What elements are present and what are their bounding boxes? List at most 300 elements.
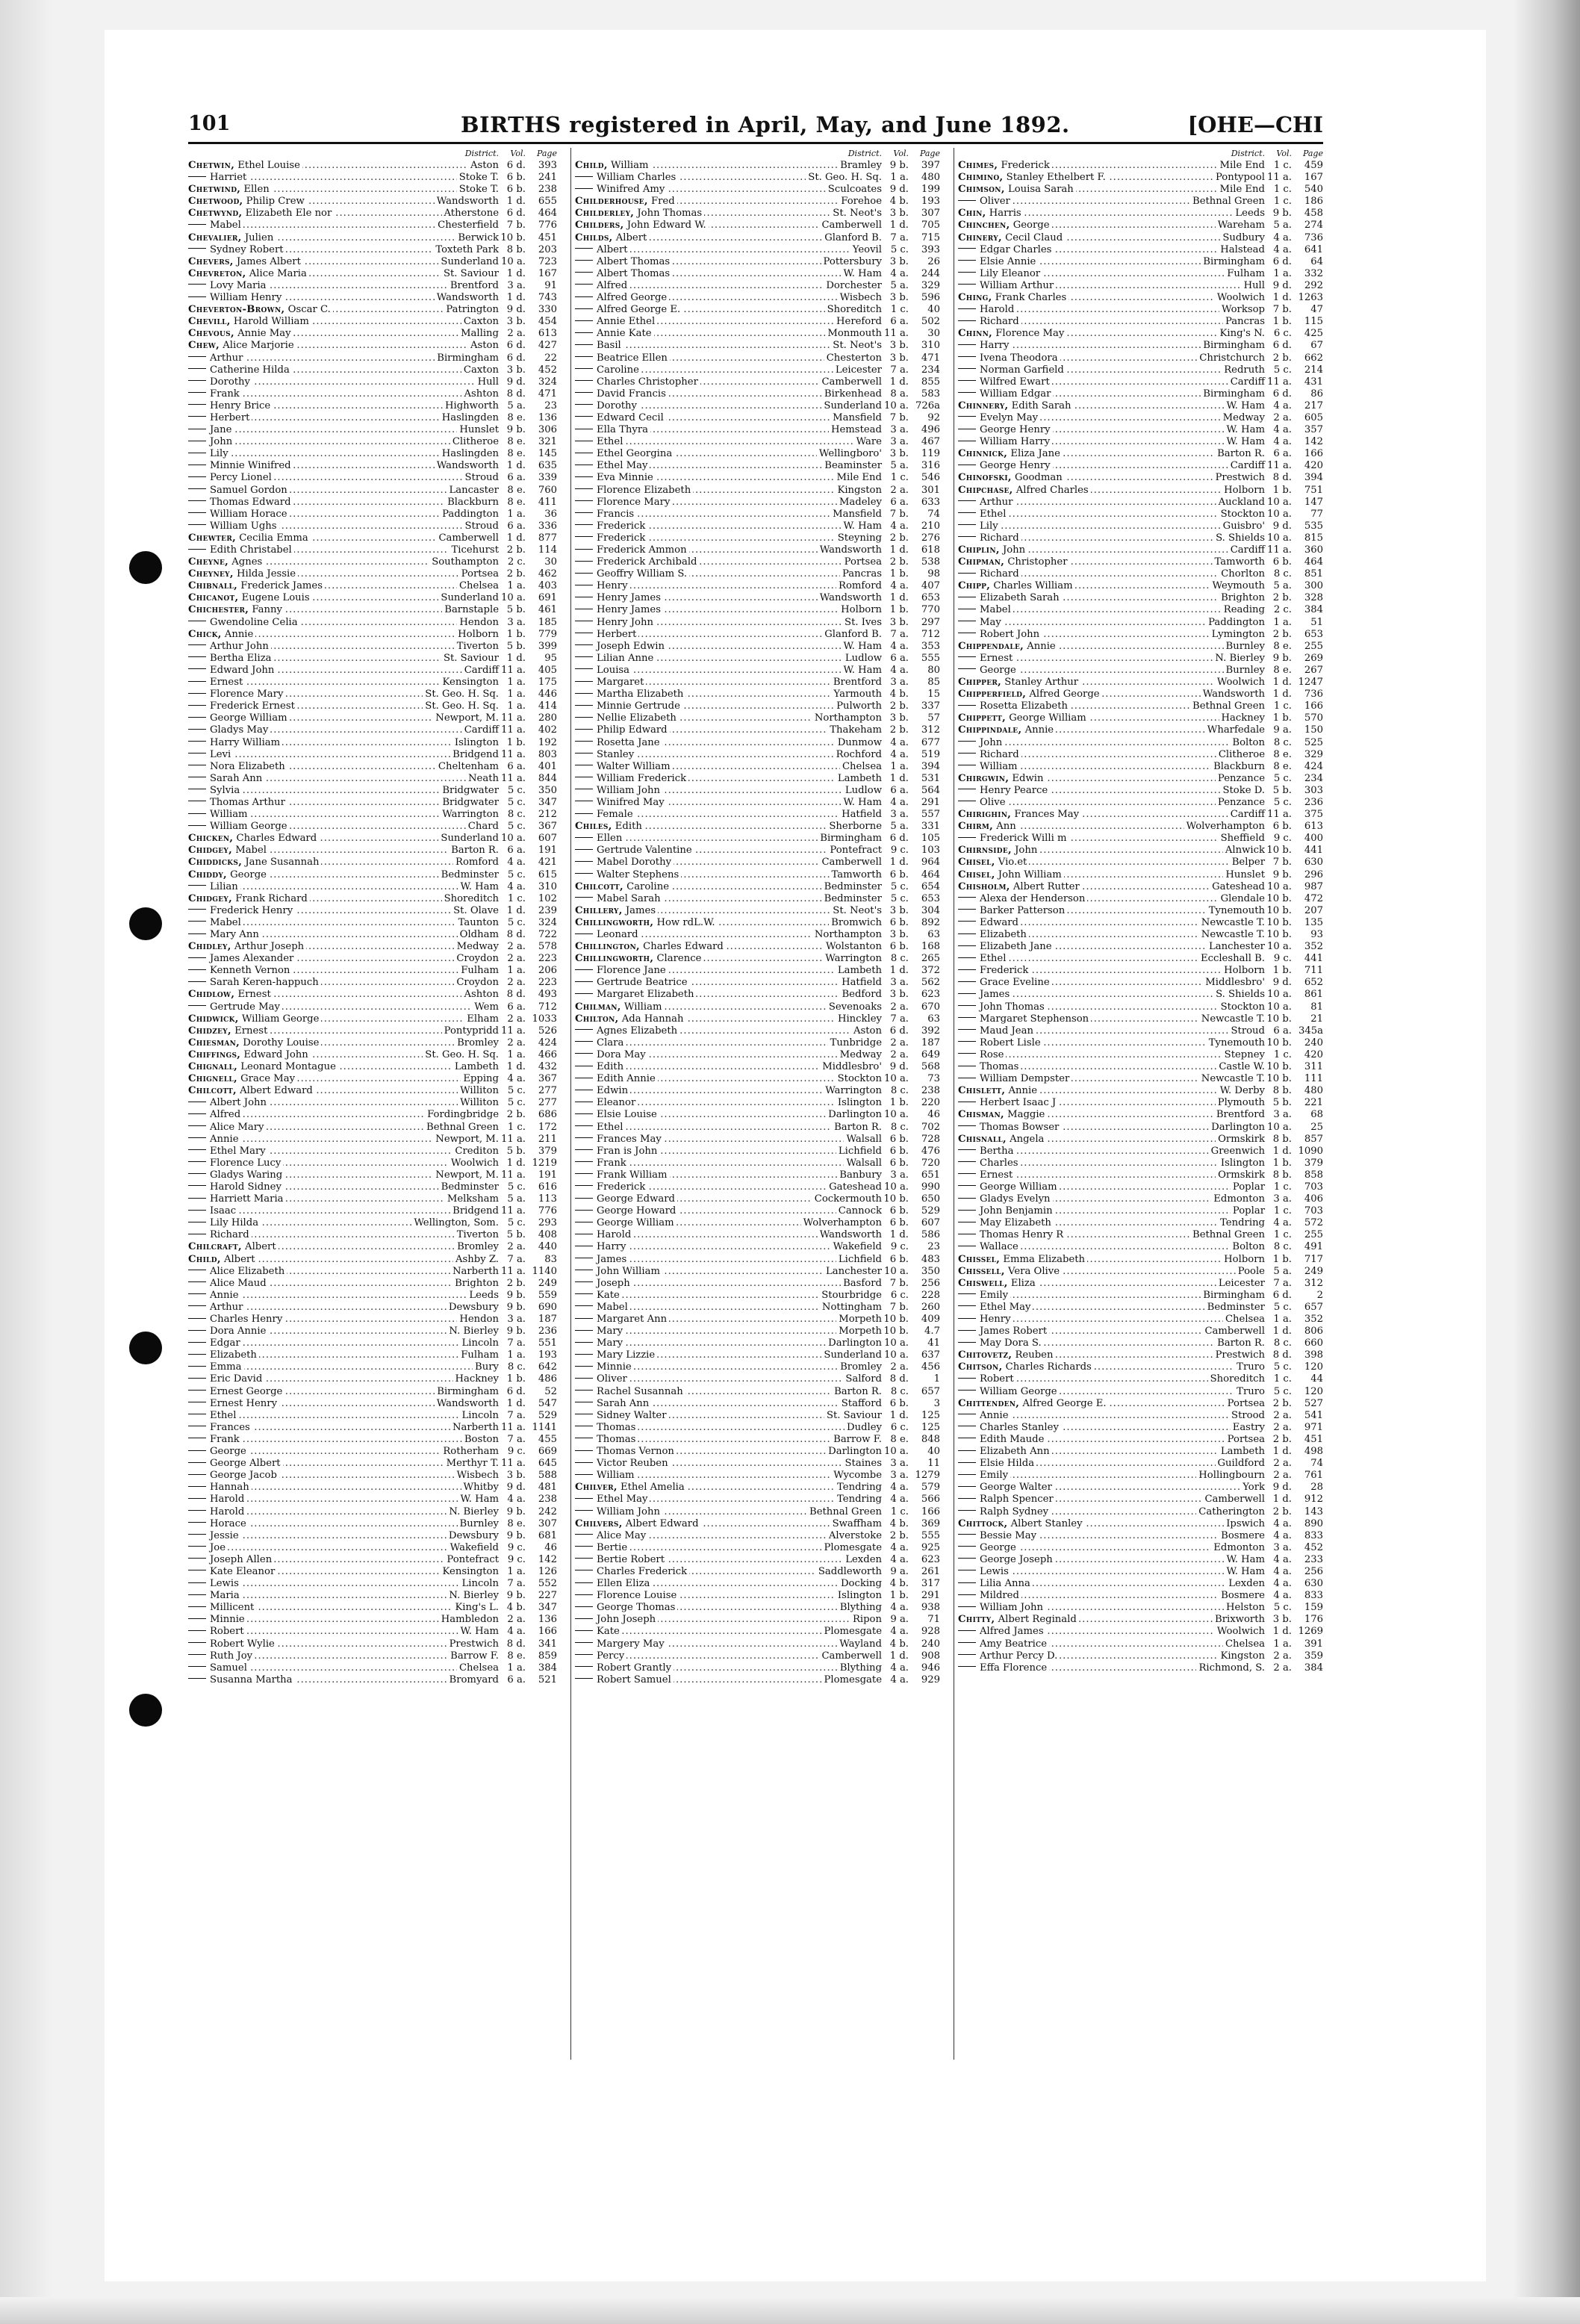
register-entry	[188, 785, 557, 797]
entry-district: Stockton	[1219, 509, 1265, 521]
entry-district: Leeds	[1233, 208, 1265, 220]
entry-name-text	[575, 1361, 634, 1373]
entry-forenames: Arthur John	[210, 640, 269, 652]
entry-name	[188, 845, 449, 857]
ditto-dash-icon	[575, 1618, 593, 1619]
entry-name	[575, 184, 826, 196]
entry-forenames: Julien	[244, 232, 274, 243]
entry-district: W. Ham	[1225, 436, 1266, 448]
entry-surname: Cheyne,	[188, 556, 229, 568]
entry-name-text	[575, 304, 682, 315]
entry-district: Lanchester	[824, 1266, 882, 1278]
entry-volume: 8 a.	[890, 388, 909, 400]
entry-name	[958, 1109, 1214, 1121]
register-entry	[575, 665, 940, 677]
entry-surname: Chicanot,	[188, 592, 239, 604]
entry-district: Newport, M.	[433, 712, 499, 724]
entry-volume: 10 a.	[500, 592, 526, 604]
entry-page: 398	[1304, 1349, 1323, 1361]
entry-page: 498	[1304, 1446, 1323, 1458]
entry-name-text	[575, 905, 658, 916]
entry-volume: 6 a.	[890, 784, 909, 796]
entry-name	[575, 700, 834, 712]
entry-volume: 2 a.	[1273, 1650, 1292, 1662]
entry-volume: 8 b.	[1272, 1133, 1292, 1145]
entry-forenames: Ethel May	[980, 1301, 1031, 1313]
entry-district: Newcastle T.	[1199, 1073, 1265, 1085]
ditto-dash-icon	[575, 368, 593, 369]
entry-volume: 8 e.	[507, 411, 526, 423]
entry-volume: 8 c.	[890, 953, 909, 965]
entry-district: Barton R.	[1215, 448, 1265, 460]
entry-surname: Chillingworth,	[575, 953, 654, 965]
register-entry	[958, 292, 1323, 304]
entry-page: 405	[538, 664, 557, 676]
entry-volume: 9 c.	[507, 1446, 526, 1458]
entry-volume: 10 a.	[883, 1073, 909, 1085]
entry-forenames: Charles Christopher	[597, 376, 698, 388]
entry-name	[575, 232, 822, 244]
entry-district: Pulworth	[834, 700, 882, 712]
register-column	[954, 148, 1323, 2060]
entry-volume: 1 d.	[889, 592, 909, 604]
entry-name-text	[958, 280, 1056, 291]
entry-district: Eastry	[1231, 1422, 1265, 1434]
ditto-dash-icon	[958, 993, 976, 994]
entry-surname: Chignell,	[188, 1073, 237, 1085]
entry-name	[575, 1662, 838, 1674]
register-entry	[958, 677, 1323, 689]
entry-volume: 11 a.	[1266, 809, 1292, 821]
ditto-dash-icon	[575, 681, 593, 682]
entry-volume: 8 e.	[507, 1650, 526, 1662]
entry-forenames: Albert Reginald	[998, 1614, 1077, 1626]
register-entry	[958, 232, 1323, 244]
entry-surname: Chin,	[958, 208, 986, 220]
entry-name-text	[958, 1181, 1060, 1193]
entry-forenames: Ralph Sydney	[980, 1506, 1049, 1517]
entry-forenames: Mary	[597, 1326, 623, 1337]
entry-name	[188, 472, 462, 484]
ditto-dash-icon	[575, 536, 593, 537]
ditto-dash-icon	[958, 1041, 976, 1042]
entry-forenames: Martha Elizabeth	[597, 689, 684, 700]
entry-volume: 6 b.	[889, 1205, 909, 1217]
scan-edge-left	[0, 0, 52, 2324]
entry-forenames: Edgar Charles	[980, 243, 1052, 255]
entry-forenames: Vio.et	[998, 857, 1027, 869]
entry-district: Melksham	[445, 1193, 499, 1205]
entry-name	[575, 160, 838, 172]
entry-volume: 4 a.	[507, 1494, 526, 1506]
entry-forenames: William Charles	[597, 172, 677, 184]
entry-page: 552	[538, 1578, 557, 1590]
entry-forenames: Leonard Montague	[240, 1061, 336, 1073]
entry-name-text	[958, 1290, 1010, 1301]
entry-page: 623	[921, 989, 940, 1001]
entry-name	[188, 977, 454, 989]
entry-name	[575, 821, 827, 833]
ditto-dash-icon	[575, 1654, 593, 1655]
entry-name-text	[575, 556, 699, 568]
entry-district: Plomesgate	[821, 1542, 882, 1554]
entry-forenames: Sarah Ann	[210, 772, 263, 784]
entry-name	[188, 424, 457, 436]
entry-forenames: James Alexander	[210, 953, 294, 965]
entry-volume: 1 c.	[1273, 1205, 1292, 1217]
entry-name-text	[575, 893, 663, 904]
register-entry	[575, 532, 940, 544]
entry-volume: 1 d.	[889, 220, 909, 232]
entry-volume: 2 a.	[507, 941, 526, 953]
entry-name-text	[958, 1602, 1045, 1613]
entry-forenames: Minnie Gertrude	[597, 700, 680, 712]
entry-name	[958, 172, 1213, 184]
entry-name	[188, 641, 455, 653]
entry-district: Bridgwater	[440, 797, 499, 809]
entry-district: Cardiff	[462, 724, 499, 736]
ditto-dash-icon	[575, 861, 593, 862]
entry-forenames: Hilda Jessie	[237, 568, 296, 580]
register-entry	[958, 1638, 1323, 1650]
entry-forenames: Mabel	[210, 220, 241, 232]
entry-page: 760	[538, 484, 557, 496]
entry-district: Barton R.	[832, 1122, 882, 1134]
entry-name-text	[188, 1181, 284, 1193]
entry-volume: 1 c.	[1273, 1181, 1292, 1193]
entry-district: Wolverhampton	[1184, 821, 1265, 833]
entry-volume: 8 e.	[1273, 748, 1292, 760]
entry-volume: 3 a.	[507, 1314, 526, 1325]
entry-district: Fulham	[1225, 268, 1265, 280]
entry-district: Bromley	[838, 1361, 882, 1373]
entry-volume: 11 a.	[1266, 544, 1292, 556]
entry-name	[958, 749, 1216, 761]
entry-name	[188, 1037, 455, 1049]
entry-volume: 1 a.	[507, 689, 526, 700]
entry-page: 357	[1304, 424, 1323, 436]
entry-name	[958, 1470, 1196, 1482]
entry-name-text	[575, 1229, 633, 1240]
entry-volume: 9 d.	[889, 1061, 909, 1073]
entry-volume: 6 b.	[889, 916, 909, 928]
entry-district: Darlington	[1209, 1122, 1265, 1134]
entry-district: Mansfield	[830, 412, 882, 424]
entry-name	[958, 1578, 1226, 1590]
register-entry	[575, 592, 940, 604]
entry-page: 199	[921, 184, 940, 196]
entry-district: Dudley	[845, 1422, 882, 1434]
entry-forenames: Ethel Mary	[210, 1145, 266, 1157]
entry-name-text	[958, 532, 1021, 544]
entry-forenames: Elsie Hilda	[980, 1458, 1035, 1470]
ditto-dash-icon	[958, 741, 976, 742]
register-entry	[188, 1446, 557, 1458]
entry-forenames: Caroline	[597, 364, 639, 376]
entry-name-text	[188, 208, 334, 219]
entry-volume: 3 b.	[889, 255, 909, 267]
entry-forenames: Joseph Allen	[210, 1553, 273, 1565]
ditto-dash-icon	[575, 248, 593, 249]
entry-page: 44	[1310, 1373, 1323, 1385]
entry-name-text	[188, 1278, 269, 1289]
entry-page: 660	[1304, 1337, 1323, 1349]
entry-page: 80	[927, 664, 940, 676]
entry-name	[188, 1314, 457, 1326]
entry-name-text	[958, 1169, 1015, 1181]
entry-name-text	[575, 1193, 677, 1205]
register-entry	[188, 965, 557, 977]
entry-page: 402	[538, 724, 557, 736]
entry-volume: 10 b.	[1266, 904, 1292, 916]
entry-forenames: George Joseph	[980, 1553, 1053, 1565]
entry-volume: 1 d.	[1272, 1446, 1292, 1458]
entry-name-text	[188, 953, 296, 964]
entry-district: Pontypridd	[442, 1025, 499, 1037]
binder-hole-icon	[129, 1694, 162, 1727]
entry-name	[575, 1181, 827, 1193]
entry-volume: 1 d.	[889, 772, 909, 784]
entry-page: 623	[921, 1553, 940, 1565]
entry-volume: 5 c.	[890, 243, 909, 255]
entry-name-text	[575, 1013, 686, 1025]
entry-page: 223	[538, 953, 557, 965]
entry-forenames: Lovy Maria	[210, 279, 267, 291]
entry-volume: 9 b.	[506, 1301, 526, 1313]
entry-page: 471	[538, 388, 557, 400]
entry-name	[575, 412, 830, 424]
register-entry	[575, 773, 940, 785]
entry-name-text	[188, 304, 333, 315]
entry-name	[958, 1482, 1240, 1494]
entry-page: 551	[538, 1337, 557, 1349]
entry-volume: 10 a.	[883, 1446, 909, 1458]
entry-district: Ormskirk	[1216, 1169, 1265, 1181]
ditto-dash-icon	[958, 1161, 976, 1162]
entry-volume: 10 b.	[1266, 1061, 1292, 1073]
entry-volume: 1 c.	[890, 304, 909, 316]
entry-volume: 6 b.	[889, 1145, 909, 1157]
entry-page: 392	[921, 1025, 940, 1037]
entry-name-text	[575, 280, 629, 291]
entry-district: Lincoln	[459, 1578, 499, 1590]
entry-name-text	[188, 1146, 268, 1157]
entry-name	[575, 1422, 845, 1434]
ditto-dash-icon	[575, 500, 593, 501]
entry-name	[188, 220, 435, 232]
entry-page: 103	[921, 845, 940, 857]
entry-page: 652	[1304, 977, 1323, 989]
entry-name-text	[575, 256, 672, 267]
entry-name-text	[188, 1049, 311, 1060]
entry-name-text	[575, 1590, 679, 1601]
entry-surname: Ching,	[958, 292, 992, 304]
entry-volume: 2 a.	[507, 1241, 526, 1253]
entry-volume: 4 a.	[890, 664, 909, 676]
entry-district: Sunderland	[438, 833, 499, 845]
ditto-dash-icon	[958, 668, 976, 669]
register-entry	[188, 220, 557, 232]
entry-forenames: Dora May	[597, 1048, 646, 1060]
register-entry	[575, 617, 940, 629]
entry-volume: 1 b.	[1272, 1157, 1292, 1169]
entry-name-text	[188, 1602, 256, 1613]
entry-district: Bethnal Green	[424, 1122, 499, 1134]
entry-forenames: Annie Ethel	[597, 316, 656, 328]
register-entry	[958, 1181, 1323, 1193]
entry-volume: 1 d.	[1272, 689, 1292, 700]
register-entry	[958, 1470, 1323, 1482]
entry-name-text	[188, 1025, 270, 1037]
entry-volume: 2 a.	[507, 1037, 526, 1048]
ditto-dash-icon	[958, 909, 976, 910]
ditto-dash-icon	[958, 1330, 976, 1331]
entry-page: 848	[921, 1433, 940, 1445]
entry-forenames: Ethel Amelia	[621, 1482, 685, 1494]
register-entry	[575, 485, 940, 497]
entry-name-text	[575, 472, 656, 483]
entry-name	[188, 448, 440, 460]
register-entry	[188, 1674, 557, 1686]
entry-volume: 11 a.	[500, 712, 526, 724]
entry-page: 214	[1304, 364, 1323, 376]
entry-forenames: Arthur Percy D.	[980, 1650, 1058, 1662]
entry-district: Epping	[461, 1073, 499, 1085]
register-entry	[188, 1013, 557, 1025]
entry-page: 496	[921, 424, 940, 436]
entry-district: Lambeth	[452, 1061, 499, 1073]
entry-forenames: Philip Crew	[246, 196, 305, 208]
entry-name-text	[958, 712, 1089, 724]
entry-district: Morpeth	[836, 1314, 882, 1326]
entry-name	[188, 280, 448, 292]
register-entry	[575, 1193, 940, 1205]
entry-forenames: Albert Edward	[625, 1517, 699, 1529]
register-entry	[188, 1398, 557, 1410]
entry-name-text	[575, 509, 636, 520]
register-entry	[188, 917, 557, 929]
register-entry	[188, 376, 557, 388]
entry-name-text	[575, 1398, 651, 1409]
entry-page: 40	[927, 1446, 940, 1458]
entry-page: 384	[1304, 1662, 1323, 1674]
entry-surname: Chippindale,	[958, 724, 1022, 736]
entry-district: Warrington	[823, 1085, 882, 1097]
register-entry	[575, 1254, 940, 1266]
entry-page: 540	[1304, 184, 1323, 196]
entry-surname: Chidzey,	[188, 1025, 231, 1037]
entry-name-text	[958, 160, 1052, 171]
entry-name	[958, 184, 1218, 196]
entry-page: 143	[1304, 1506, 1323, 1517]
entry-district: Holborn	[1222, 965, 1265, 977]
entry-page: 844	[538, 772, 557, 784]
entry-name-text	[958, 485, 1091, 496]
entry-page: 136	[538, 1614, 557, 1626]
entry-page: 277	[538, 1097, 557, 1109]
ditto-dash-icon	[188, 1305, 206, 1306]
ditto-dash-icon	[958, 573, 976, 574]
entry-volume: 1 d.	[506, 652, 526, 664]
entry-district: Bedford	[839, 989, 882, 1001]
ditto-dash-icon	[575, 320, 593, 321]
entry-name	[188, 172, 457, 184]
entry-district: Leeds	[467, 1290, 499, 1302]
entry-district: Stroud	[1228, 1025, 1265, 1037]
entry-page: 234	[1304, 772, 1323, 784]
entry-volume: 6 a.	[507, 1001, 526, 1013]
ditto-dash-icon	[188, 404, 206, 405]
register-entry	[958, 1013, 1323, 1025]
entry-name	[575, 292, 838, 304]
register-entry	[575, 965, 940, 977]
entry-surname: Chittenden,	[958, 1397, 1020, 1409]
entry-name	[188, 1169, 433, 1181]
entry-forenames: Frederick	[597, 520, 646, 532]
entry-district: Birmingham	[435, 1386, 499, 1398]
entry-page: 588	[538, 1470, 557, 1482]
entry-page: 147	[1304, 496, 1323, 508]
entry-volume: 1 c.	[890, 1506, 909, 1517]
entry-forenames: Ernest Henry	[210, 1397, 278, 1409]
entry-volume: 8 e.	[507, 436, 526, 448]
entry-name-text	[958, 1542, 1018, 1553]
ditto-dash-icon	[958, 656, 976, 657]
entry-name	[188, 1134, 433, 1146]
entry-volume: 10 a.	[1266, 532, 1292, 544]
entry-page: 657	[1304, 1301, 1323, 1313]
entry-page: 379	[538, 1145, 557, 1157]
entry-page: 529	[921, 1205, 940, 1217]
entry-district: Pancras	[1223, 316, 1265, 328]
entry-volume: 1 c.	[507, 892, 526, 904]
entry-page: 583	[921, 388, 940, 400]
entry-name-text	[188, 544, 294, 556]
entry-district: Wayland	[837, 1638, 882, 1650]
entry-page: 555	[921, 1529, 940, 1541]
entry-name-text	[958, 845, 1039, 856]
register-entry	[958, 989, 1323, 1001]
entry-name	[575, 592, 818, 604]
entry-name	[958, 1193, 1211, 1205]
entry-district: Tamworth	[830, 869, 882, 881]
entry-page: 877	[538, 532, 557, 544]
register-entry	[958, 172, 1323, 184]
entry-forenames: Alice Elizabeth	[210, 1265, 285, 1277]
entry-volume: 1 c.	[1273, 160, 1292, 171]
entry-name	[575, 881, 822, 893]
entry-page: 859	[538, 1650, 557, 1662]
register-entry	[575, 1650, 940, 1662]
entry-name-text	[575, 1494, 650, 1505]
entry-volume: 7 a.	[890, 232, 909, 243]
entry-name	[575, 1674, 821, 1686]
entry-district: Ashton	[461, 989, 499, 1001]
entry-district: Hunslet	[1223, 869, 1265, 881]
entry-name	[958, 1278, 1216, 1290]
entry-name	[188, 917, 456, 929]
ditto-dash-icon	[575, 1534, 593, 1535]
entry-volume: 5 c.	[507, 1097, 526, 1109]
entry-page: 193	[538, 1349, 557, 1361]
entry-name-text	[958, 1446, 1052, 1457]
entry-name	[575, 1049, 838, 1061]
entry-forenames: Annie	[1027, 640, 1056, 652]
entry-district: Rotherham	[441, 1446, 499, 1458]
entry-district: Blything	[838, 1662, 882, 1674]
entry-name	[575, 1013, 836, 1025]
entry-name	[958, 220, 1216, 232]
